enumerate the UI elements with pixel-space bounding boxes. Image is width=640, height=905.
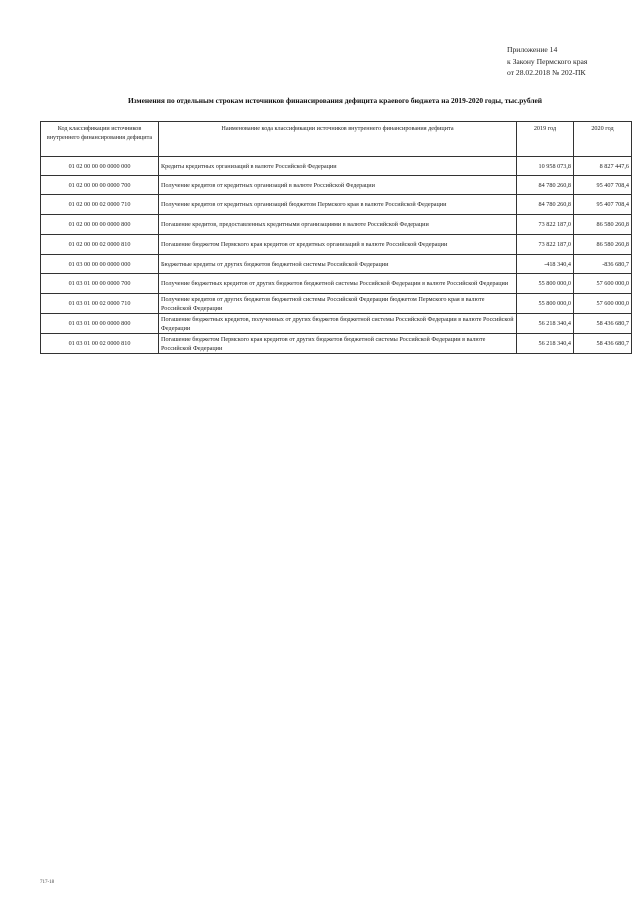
row-code: 01 03 01 00 00 0000 700: [41, 274, 159, 294]
col-header-name: Наименование кода классификации источников внутреннего финансирования дефицита: [159, 122, 517, 157]
appendix-header: [507, 44, 635, 79]
table-row: [41, 294, 632, 314]
row-code: 01 03 01 00 00 0000 800: [41, 314, 159, 334]
row-value-2019: 55 800 000,0: [517, 294, 574, 314]
row-name: Кредиты кредитных организаций в валюте Российской Федерации: [159, 157, 517, 176]
row-code: 01 02 00 00 00 0000 800: [41, 215, 159, 235]
row-name: Погашение кредитов, предоставленных кредитными организациями в валюте Российской Федерации: [159, 215, 517, 235]
col-header-2020: 2020 год: [574, 122, 632, 157]
row-value-2019: 56 218 340,4: [517, 314, 574, 334]
row-value-2019: -418 340,4: [517, 255, 574, 274]
row-value-2020: 95 407 708,4: [574, 195, 632, 215]
row-value-2019: 10 958 073,8: [517, 157, 574, 176]
row-value-2020: 86 580 260,8: [574, 215, 632, 235]
row-value-2019: 84 780 260,8: [517, 195, 574, 215]
row-code: 01 03 01 00 02 0000 710: [41, 294, 159, 314]
row-code: 01 03 00 00 00 0000 000: [41, 255, 159, 274]
row-name: Бюджетные кредиты от других бюджетов бюджетной системы Российской Федерации: [159, 255, 517, 274]
row-value-2019: 73 822 187,0: [517, 215, 574, 235]
table-row: [41, 176, 632, 195]
row-value-2020: 8 827 447,6: [574, 157, 632, 176]
row-value-2020: 57 600 000,0: [574, 294, 632, 314]
row-name: Получение кредитов от кредитных организаций в валюте Российской Федерации: [159, 176, 517, 195]
table-row: [41, 274, 632, 294]
row-name: Погашение бюджетом Пермского края кредитов от кредитных организаций в валюте Российской Федерации: [159, 235, 517, 255]
row-code: 01 02 00 00 02 0000 710: [41, 195, 159, 215]
row-name: Погашение бюджетом Пермского края кредитов от других бюджетов бюджетной системы Российской Федерации в валюте Российской Федерации: [159, 334, 517, 354]
row-value-2020: 86 580 260,8: [574, 235, 632, 255]
row-value-2020: 57 600 000,0: [574, 274, 632, 294]
table-row: [41, 334, 632, 354]
row-value-2019: 84 780 260,8: [517, 176, 574, 195]
col-header-2019: 2019 год: [517, 122, 574, 157]
col-header-code: Код классификации источников внутреннего финансирования дефицита: [41, 122, 159, 157]
appendix-line-3: от 28.02.2018 № 202-ПК: [507, 68, 586, 77]
footer-mark: 717-18: [40, 880, 55, 885]
sources-table: [40, 121, 632, 354]
row-name: Получение кредитов от кредитных организаций бюджетом Пермского края в валюте Российской Федерации: [159, 195, 517, 215]
row-value-2020: 95 407 708,4: [574, 176, 632, 195]
table-row: [41, 314, 632, 334]
row-value-2019: 56 218 340,4: [517, 334, 574, 354]
row-code: 01 03 01 00 02 0000 810: [41, 334, 159, 354]
row-value-2020: -836 680,7: [574, 255, 632, 274]
appendix-line-2: к Закону Пермского края: [507, 56, 588, 66]
row-code: 01 02 00 00 00 0000 000: [41, 157, 159, 176]
table-row: [41, 235, 632, 255]
row-code: 01 02 00 00 02 0000 810: [41, 235, 159, 255]
table-row: [41, 157, 632, 176]
row-name: Получение кредитов от других бюджетов бюджетной системы Российской Федерации бюджетом Пермского края в валюте Российской Федерации: [159, 294, 517, 314]
row-name: Получение бюджетных кредитов от других бюджетов бюджетной системы Российской Федерации в валюте Российской Федерации: [159, 274, 517, 294]
document-title: Изменения по отдельным строкам источников финансирования дефицита краевого бюджета на 2019-2020 годы, тыс.рублей: [127, 96, 543, 105]
row-code: 01 02 00 00 00 0000 700: [41, 176, 159, 195]
table-row: [41, 215, 632, 235]
row-value-2020: 58 436 680,7: [574, 334, 632, 354]
appendix-line-1: Приложение 14: [507, 45, 558, 54]
table-header-row: [41, 122, 632, 157]
row-value-2020: 58 436 680,7: [574, 314, 632, 334]
row-name: Погашение бюджетных кредитов, полученных от других бюджетов бюджетной системы Российской Федерации в валюте Российской Федерации: [159, 314, 517, 334]
row-value-2019: 55 800 000,0: [517, 274, 574, 294]
table-row: [41, 255, 632, 274]
row-value-2019: 73 822 187,0: [517, 235, 574, 255]
table-row: [41, 195, 632, 215]
